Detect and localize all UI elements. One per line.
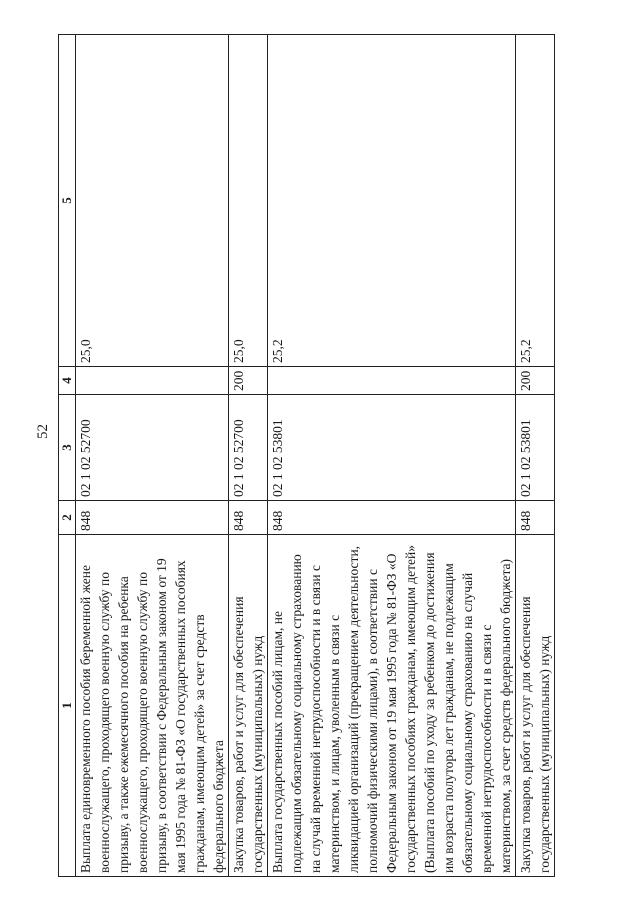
table-row [268, 35, 516, 877]
rotated-table-container [58, 35, 552, 877]
row-target-code: 02 1 02 52700 [76, 395, 229, 501]
row-code: 848 [76, 501, 229, 535]
table-header-row [59, 35, 76, 877]
row-expense-type: 200 [229, 367, 268, 395]
row-expense-type [76, 367, 229, 395]
header-col-4: 4 [59, 367, 76, 395]
budget-table [58, 34, 555, 877]
row-expense-type [268, 367, 516, 395]
row-code: 848 [516, 501, 555, 535]
row-code: 848 [229, 501, 268, 535]
page-number: 52 [35, 424, 51, 439]
table-row [76, 35, 229, 877]
row-description: Закупка товаров, работ и услуг для обеспечения государственных (муниципальных) нужд [516, 535, 555, 877]
header-col-3: 3 [59, 395, 76, 501]
row-target-code: 02 1 02 53801 [268, 395, 516, 501]
row-expense-type: 200 [516, 367, 555, 395]
table-row [516, 35, 555, 877]
header-col-5: 5 [59, 35, 76, 367]
row-amount: 25,0 [76, 35, 229, 367]
table-row [229, 35, 268, 877]
row-description: Выплата единовременного пособия беременной жене военнослужащего, проходящего военную службу по призыву, а также ежемесячного пособия на ребенка военнослужащего, проходящего военную службу по призыву, в соответствии с Федеральным законом от 19 мая 1995 года № 81-ФЗ «О государственных пособиях гражданам, имеющим детей» за счет средств федерального бюджета [76, 535, 229, 877]
header-col-1: 1 [59, 535, 76, 877]
row-amount: 25,2 [516, 35, 555, 367]
row-target-code: 02 1 02 52700 [229, 395, 268, 501]
row-target-code: 02 1 02 53801 [516, 395, 555, 501]
row-description: Выплата государственных пособий лицам, не подлежащим обязательному социальному страхованию на случай временной нетрудоспособности и в связи с материнством, и лицам, уволенным в связи с ликвидацией организаций (прекращением деятельности, полномочий физическими лицами), в соответствии с Федеральным законом от 19 мая 1995 года № 81-ФЗ «О государственных пособиях гражданам, имеющим детей» (Выплата пособий по уходу за ребенком до достижения им возраста полутора лет гражданам, не подлежащим обязательному социальному страхованию на случай временной нетрудоспособности и в связи с материнством, за счет средств федерального бюджета) [268, 535, 516, 877]
row-description: Закупка товаров, работ и услуг для обеспечения государственных (муниципальных) нужд [229, 535, 268, 877]
row-amount: 25,2 [268, 35, 516, 367]
row-code: 848 [268, 501, 516, 535]
row-amount: 25,0 [229, 35, 268, 367]
header-col-2: 2 [59, 501, 76, 535]
